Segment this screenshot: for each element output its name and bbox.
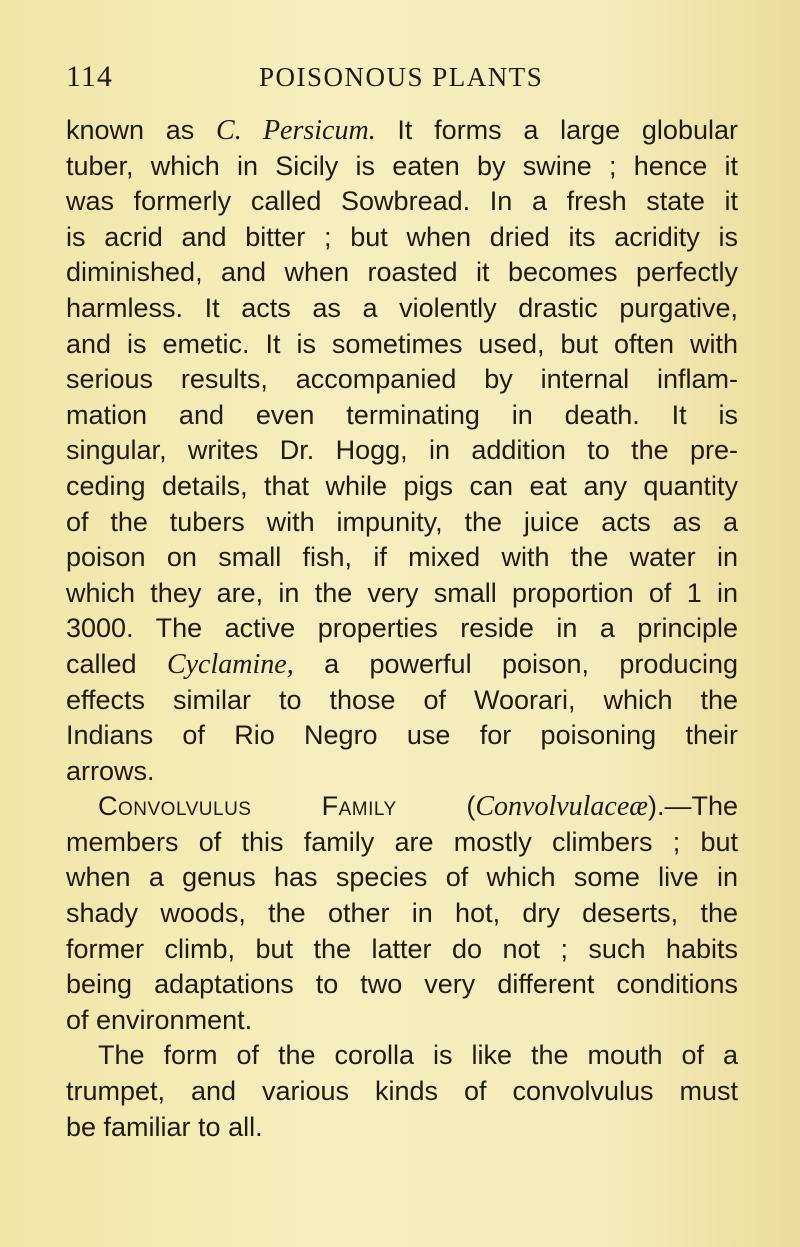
text-line: when a genus has species of which some live in — [66, 862, 738, 893]
text-line: former climb, but the latter do not ; such habits — [66, 933, 738, 964]
text-line: members of this family are mostly climbers ; but — [66, 826, 738, 857]
text-line: effects similar to those of Woorari, which the — [66, 684, 738, 715]
text-fragment: a powerful poison, producing — [293, 648, 739, 679]
family-name: Convolvulaceæ — [475, 791, 648, 823]
page-header — [0, 60, 800, 100]
text-fragment: called — [66, 648, 167, 679]
species-name: C. Persicum. — [216, 115, 376, 146]
text-line: serious results, accompanied by internal inflam- — [66, 364, 738, 395]
text-line: diminished, and when roasted it becomes perfectly — [66, 257, 738, 288]
text-line: of environment. — [66, 1004, 253, 1035]
section-heading: Convolvulus Family — [98, 791, 397, 822]
text-line: mation and even terminating in death. It is — [66, 399, 738, 430]
paragraph-corolla — [66, 1038, 738, 1145]
text-fragment: known as — [66, 115, 217, 145]
text-line: is acrid and bitter ; but when dried its acridity is — [66, 221, 738, 252]
text-line: which they are, in the very small proportion of 1 in — [66, 577, 738, 608]
text-line: being adaptations to two very different conditions — [66, 969, 738, 1000]
text-line: harmless. It acts as a violently drastic purgative, — [66, 292, 738, 323]
text-line: Indians of Rio Negro use for poisoning their — [66, 720, 738, 751]
body-text — [66, 113, 738, 1145]
text-line: and is emetic. It is sometimes used, but often with — [66, 328, 738, 359]
text-line: The form of the corolla is like the mouth of a — [98, 1040, 738, 1071]
text-line — [66, 113, 738, 149]
text-line: of the tubers with impunity, the juice acts as a — [66, 506, 738, 537]
text-line: arrows. — [66, 755, 155, 786]
running-title: POISONOUS PLANTS — [259, 62, 544, 92]
paragraph-cyclamen — [66, 113, 738, 789]
text-line: trumpet, and various kinds of convolvulus must — [66, 1076, 738, 1107]
text-line: poison on small fish, if mixed with the water in — [66, 542, 738, 573]
text-line — [66, 789, 738, 825]
text-fragment: ).—The — [647, 791, 738, 822]
text-line — [66, 647, 738, 683]
text-line: ceding details, that while pigs can eat any quantity — [66, 470, 738, 501]
text-line: shady woods, the other in hot, dry deserts, the — [66, 898, 738, 929]
text-line: be familiar to all. — [66, 1111, 263, 1142]
text-line: 3000. The active properties reside in a principle — [66, 613, 738, 644]
paragraph-convolvulus — [66, 789, 738, 1038]
text-line: singular, writes Dr. Hogg, in addition to the pre- — [66, 435, 738, 466]
text-line: tuber, which in Sicily is eaten by swine ; hence it — [66, 150, 738, 181]
text-fragment: ( — [396, 791, 476, 822]
compound-name: Cyclamine, — [166, 648, 294, 680]
text-fragment: It forms a large globular — [375, 115, 738, 145]
text-line: was formerly called Sowbread. In a fresh state it — [66, 186, 738, 217]
page-number: 114 — [66, 60, 113, 93]
